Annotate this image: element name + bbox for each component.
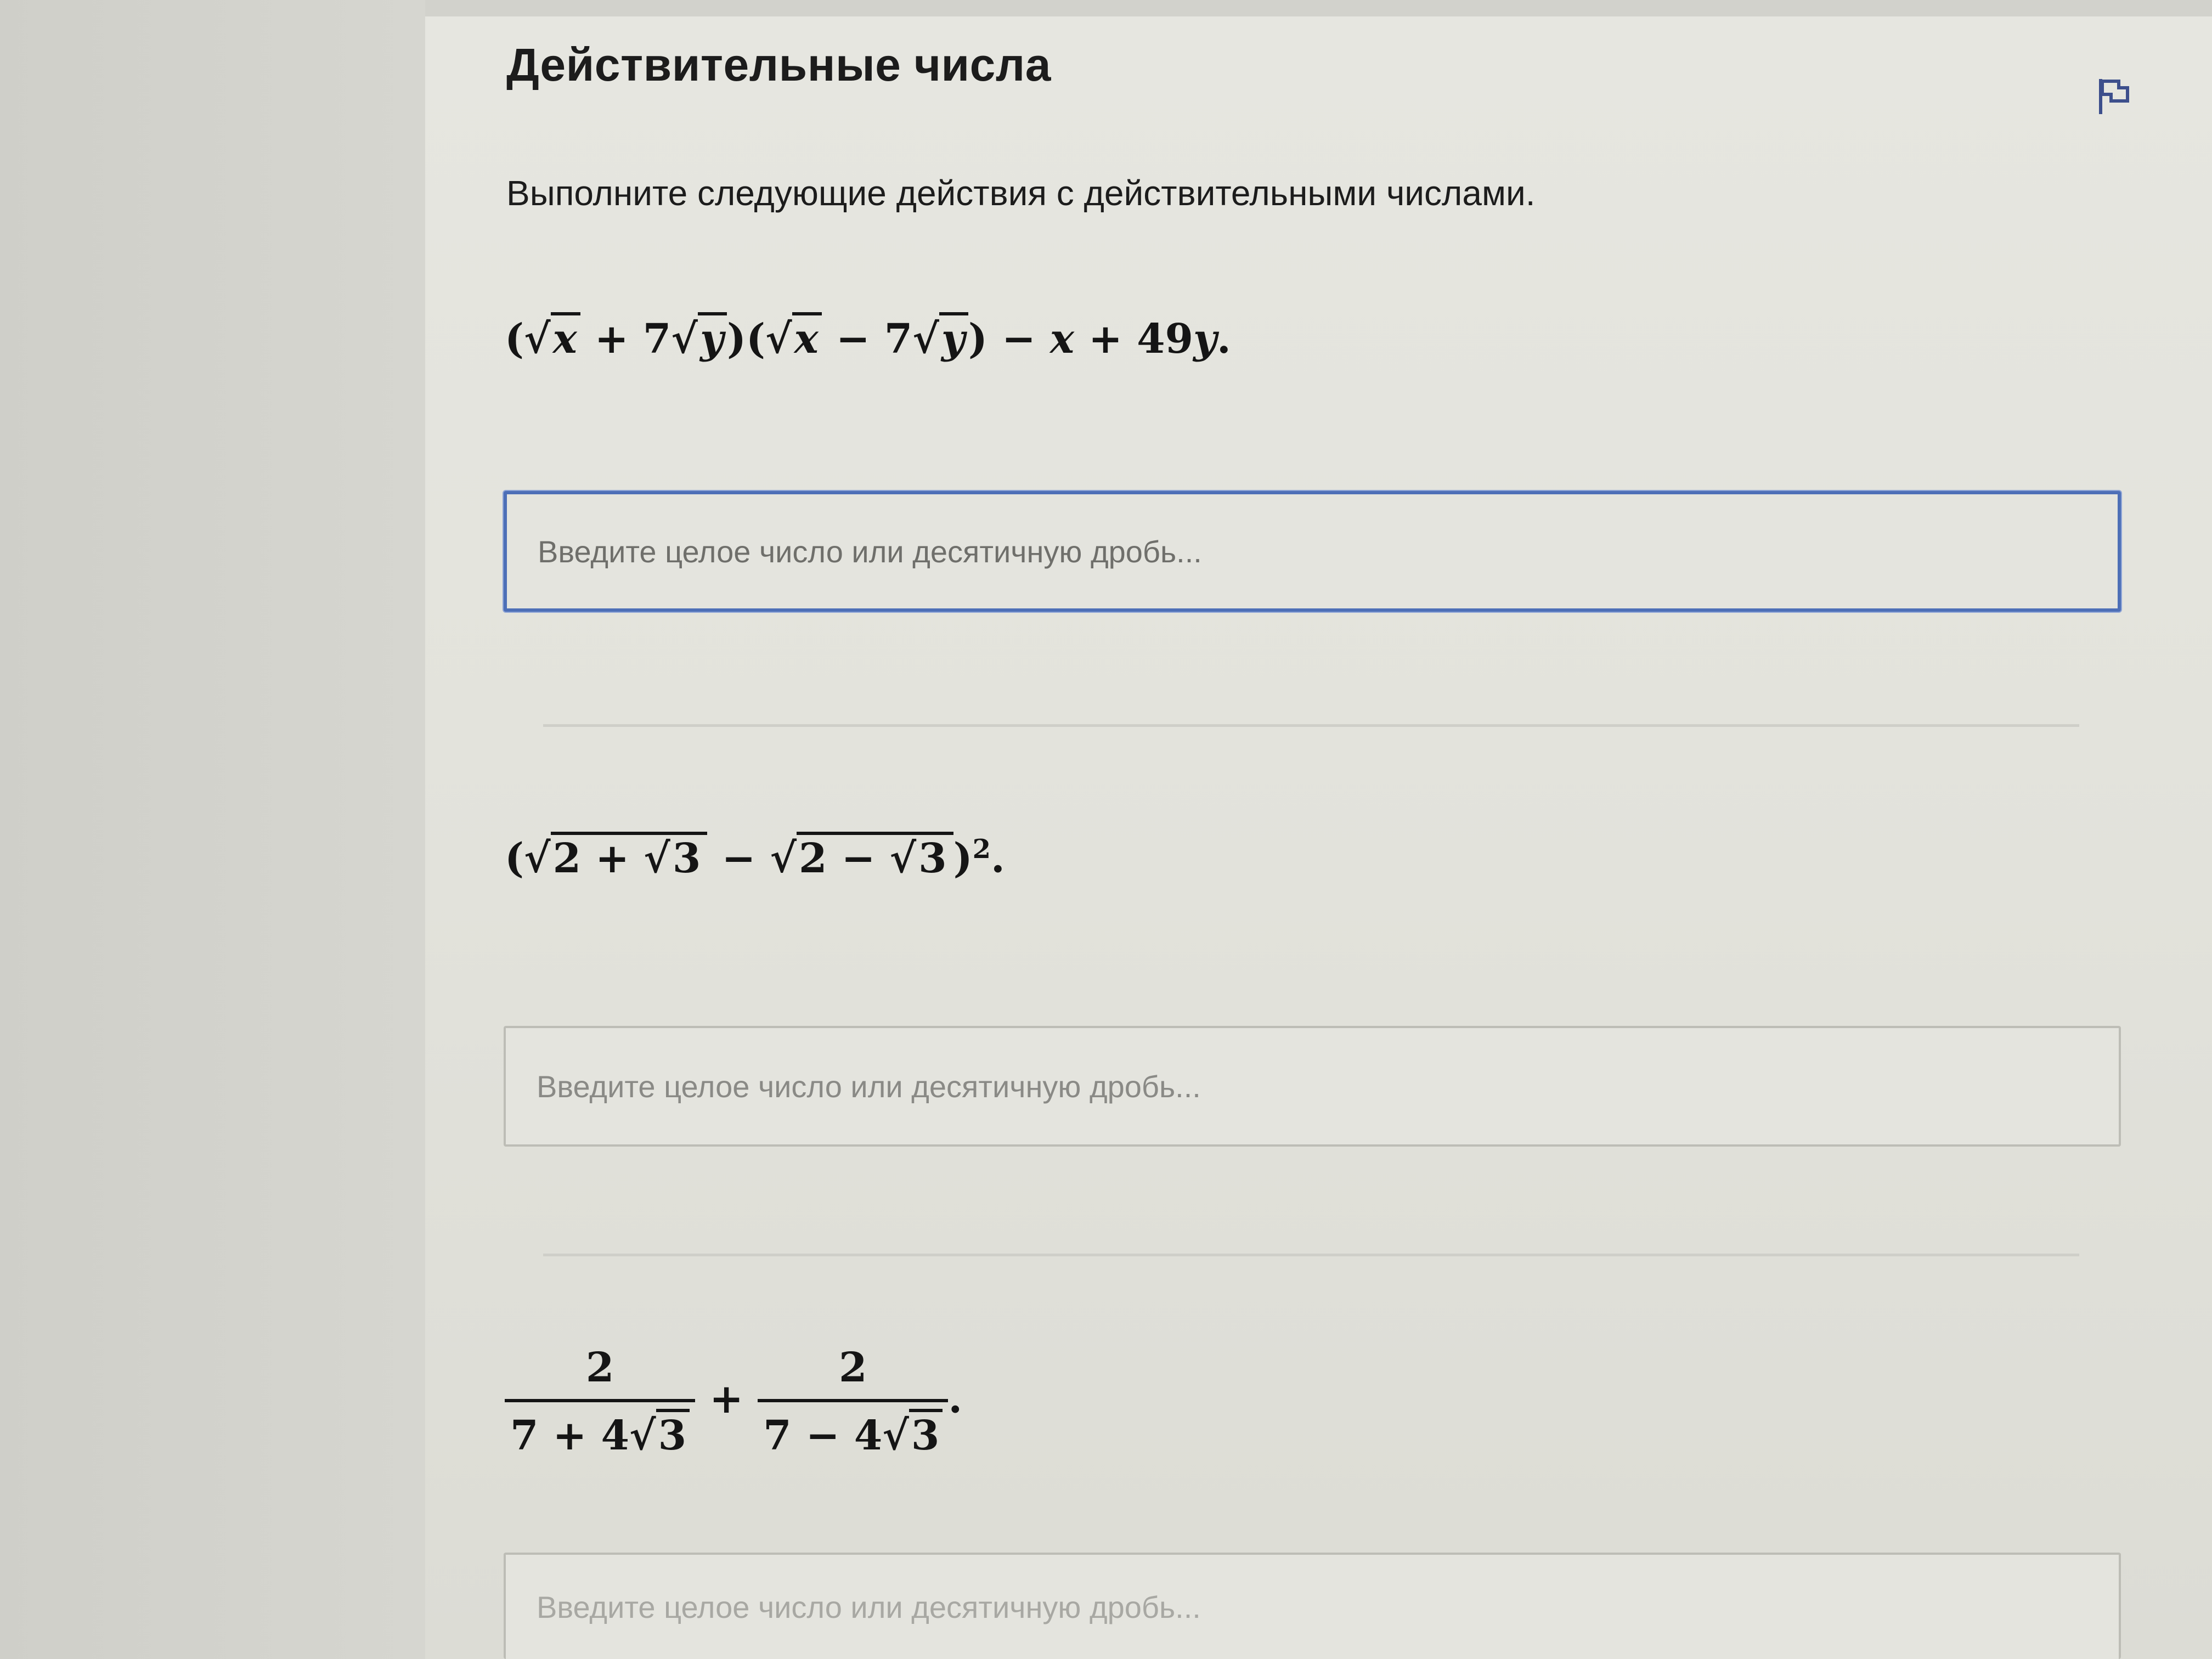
flag-icon[interactable] [2097, 77, 2131, 116]
problem-2-answer-input[interactable] [504, 1026, 2121, 1147]
problem-divider [543, 724, 2079, 727]
top-strip [425, 0, 2212, 16]
problem-1-expression: (√x + 7√y)(√x − 7√y) − x + 49y. [505, 315, 1231, 363]
problem-divider [543, 1254, 2079, 1256]
problem-2-expression: (√2 + √3 − √2 − √3 )$^2$. [505, 834, 1005, 882]
problem-3-expression: $\frac{2}{7 + 4√3}$ + $\frac{2}{7 - 4√3}$ . [505, 1344, 962, 1459]
instruction-text: Выполните следующие действия с действительными числами. [506, 173, 1536, 213]
page-title: Действительные числа [506, 39, 1051, 91]
problem-3-answer-input[interactable] [504, 1553, 2121, 1659]
left-gutter [0, 0, 425, 1659]
problem-1-answer-input[interactable] [504, 491, 2121, 612]
